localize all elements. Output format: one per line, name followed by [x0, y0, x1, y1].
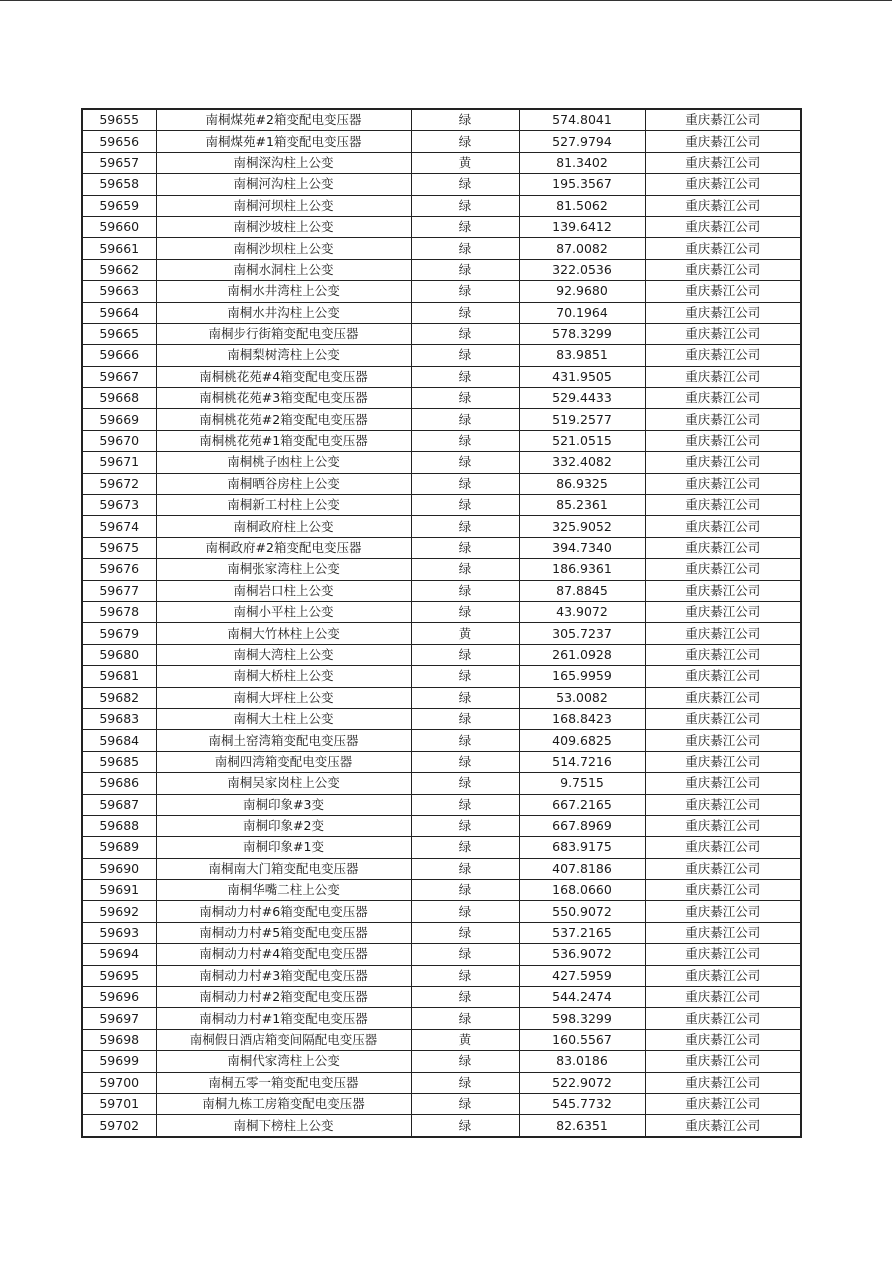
status-cell: 绿 — [411, 1072, 519, 1093]
value-cell: 394.7340 — [519, 537, 645, 558]
company-cell: 重庆綦江公司 — [645, 516, 801, 537]
value-cell: 9.7515 — [519, 773, 645, 794]
status-cell: 绿 — [411, 516, 519, 537]
company-cell: 重庆綦江公司 — [645, 131, 801, 152]
company-cell: 重庆綦江公司 — [645, 537, 801, 558]
table-row — [82, 965, 801, 986]
table-row — [82, 580, 801, 601]
table-row — [82, 1029, 801, 1050]
transformer-name-cell: 南桐印象#2变 — [156, 815, 411, 836]
row-id-cell: 59682 — [82, 687, 156, 708]
transformer-name-cell: 南桐桃花苑#2箱变配电变压器 — [156, 409, 411, 430]
table-row — [82, 601, 801, 622]
status-cell: 绿 — [411, 708, 519, 729]
table-row — [82, 623, 801, 644]
company-cell: 重庆綦江公司 — [645, 623, 801, 644]
table-row — [82, 1093, 801, 1114]
table-row — [82, 495, 801, 516]
transformer-name-cell: 南桐四湾箱变配电变压器 — [156, 751, 411, 772]
value-cell: 544.2474 — [519, 987, 645, 1008]
row-id-cell: 59669 — [82, 409, 156, 430]
value-cell: 92.9680 — [519, 281, 645, 302]
table-row — [82, 644, 801, 665]
table-row — [82, 1051, 801, 1072]
status-cell: 绿 — [411, 1093, 519, 1114]
row-id-cell: 59663 — [82, 281, 156, 302]
transformer-name-cell: 南桐五零一箱变配电变压器 — [156, 1072, 411, 1093]
status-cell: 绿 — [411, 1008, 519, 1029]
status-cell: 绿 — [411, 880, 519, 901]
transformer-name-cell: 南桐煤苑#2箱变配电变压器 — [156, 109, 411, 131]
value-cell: 53.0082 — [519, 687, 645, 708]
value-cell: 683.9175 — [519, 837, 645, 858]
row-id-cell: 59660 — [82, 216, 156, 237]
value-cell: 529.4433 — [519, 388, 645, 409]
status-cell: 绿 — [411, 1051, 519, 1072]
table-row — [82, 366, 801, 387]
status-cell: 绿 — [411, 1115, 519, 1137]
value-cell: 667.2165 — [519, 794, 645, 815]
company-cell: 重庆綦江公司 — [645, 216, 801, 237]
transformer-name-cell: 南桐晒谷房柱上公变 — [156, 473, 411, 494]
value-cell: 527.9794 — [519, 131, 645, 152]
status-cell: 绿 — [411, 409, 519, 430]
table-row — [82, 109, 801, 131]
value-cell: 305.7237 — [519, 623, 645, 644]
table-row — [82, 922, 801, 943]
transformer-name-cell: 南桐动力村#2箱变配电变压器 — [156, 987, 411, 1008]
status-cell: 绿 — [411, 109, 519, 131]
page-top-border — [0, 0, 892, 1]
status-cell: 绿 — [411, 323, 519, 344]
table-row — [82, 259, 801, 280]
company-cell: 重庆綦江公司 — [645, 1115, 801, 1137]
value-cell: 574.8041 — [519, 109, 645, 131]
value-cell: 407.8186 — [519, 858, 645, 879]
company-cell: 重庆綦江公司 — [645, 259, 801, 280]
company-cell: 重庆綦江公司 — [645, 559, 801, 580]
table-row — [82, 216, 801, 237]
company-cell: 重庆綦江公司 — [645, 430, 801, 451]
transformer-name-cell: 南桐水井沟柱上公变 — [156, 302, 411, 323]
company-cell: 重庆綦江公司 — [645, 858, 801, 879]
transformer-name-cell: 南桐印象#1变 — [156, 837, 411, 858]
transformer-name-cell: 南桐煤苑#1箱变配电变压器 — [156, 131, 411, 152]
transformer-name-cell: 南桐大桥柱上公变 — [156, 666, 411, 687]
status-cell: 绿 — [411, 388, 519, 409]
table-row — [82, 687, 801, 708]
company-cell: 重庆綦江公司 — [645, 944, 801, 965]
company-cell: 重庆綦江公司 — [645, 601, 801, 622]
row-id-cell: 59672 — [82, 473, 156, 494]
status-cell: 绿 — [411, 666, 519, 687]
transformer-name-cell: 南桐土窑湾箱变配电变压器 — [156, 730, 411, 751]
company-cell: 重庆綦江公司 — [645, 687, 801, 708]
transformer-name-cell: 南桐政府#2箱变配电变压器 — [156, 537, 411, 558]
status-cell: 绿 — [411, 195, 519, 216]
transformer-name-cell: 南桐桃花苑#4箱变配电变压器 — [156, 366, 411, 387]
row-id-cell: 59659 — [82, 195, 156, 216]
table-row — [82, 880, 801, 901]
transformer-name-cell: 南桐河沟柱上公变 — [156, 174, 411, 195]
table-row — [82, 815, 801, 836]
value-cell: 160.5567 — [519, 1029, 645, 1050]
table-row — [82, 537, 801, 558]
value-cell: 81.3402 — [519, 152, 645, 173]
company-cell: 重庆綦江公司 — [645, 152, 801, 173]
row-id-cell: 59673 — [82, 495, 156, 516]
row-id-cell: 59662 — [82, 259, 156, 280]
transformer-name-cell: 南桐大湾柱上公变 — [156, 644, 411, 665]
value-cell: 139.6412 — [519, 216, 645, 237]
transformer-name-cell: 南桐岩口柱上公变 — [156, 580, 411, 601]
row-id-cell: 59692 — [82, 901, 156, 922]
value-cell: 87.0082 — [519, 238, 645, 259]
status-cell: 绿 — [411, 644, 519, 665]
value-cell: 82.6351 — [519, 1115, 645, 1137]
company-cell: 重庆綦江公司 — [645, 1072, 801, 1093]
table-row — [82, 837, 801, 858]
company-cell: 重庆綦江公司 — [645, 901, 801, 922]
value-cell: 667.8969 — [519, 815, 645, 836]
table-row — [82, 131, 801, 152]
row-id-cell: 59696 — [82, 987, 156, 1008]
value-cell: 261.0928 — [519, 644, 645, 665]
company-cell: 重庆綦江公司 — [645, 174, 801, 195]
table-row — [82, 452, 801, 473]
status-cell: 黄 — [411, 1029, 519, 1050]
status-cell: 绿 — [411, 751, 519, 772]
company-cell: 重庆綦江公司 — [645, 666, 801, 687]
row-id-cell: 59657 — [82, 152, 156, 173]
value-cell: 87.8845 — [519, 580, 645, 601]
table-row — [82, 409, 801, 430]
table-row — [82, 559, 801, 580]
row-id-cell: 59685 — [82, 751, 156, 772]
transformer-name-cell: 南桐步行街箱变配电变压器 — [156, 323, 411, 344]
value-cell: 409.6825 — [519, 730, 645, 751]
company-cell: 重庆綦江公司 — [645, 644, 801, 665]
transformer-name-cell: 南桐水井湾柱上公变 — [156, 281, 411, 302]
row-id-cell: 59683 — [82, 708, 156, 729]
transformer-name-cell: 南桐动力村#1箱变配电变压器 — [156, 1008, 411, 1029]
transformer-name-cell: 南桐桃花苑#1箱变配电变压器 — [156, 430, 411, 451]
table-row — [82, 730, 801, 751]
table-row — [82, 858, 801, 879]
value-cell: 168.8423 — [519, 708, 645, 729]
company-cell: 重庆綦江公司 — [645, 1008, 801, 1029]
value-cell: 70.1964 — [519, 302, 645, 323]
table-row — [82, 345, 801, 366]
value-cell: 322.0536 — [519, 259, 645, 280]
table-body — [82, 109, 801, 1137]
row-id-cell: 59671 — [82, 452, 156, 473]
transformer-name-cell: 南桐深沟柱上公变 — [156, 152, 411, 173]
value-cell: 522.9072 — [519, 1072, 645, 1093]
row-id-cell: 59668 — [82, 388, 156, 409]
value-cell: 43.9072 — [519, 601, 645, 622]
row-id-cell: 59691 — [82, 880, 156, 901]
status-cell: 绿 — [411, 601, 519, 622]
table-row — [82, 195, 801, 216]
table-row — [82, 516, 801, 537]
transformer-name-cell: 南桐九栋工房箱变配电变压器 — [156, 1093, 411, 1114]
row-id-cell: 59698 — [82, 1029, 156, 1050]
transformer-name-cell: 南桐吴家岗柱上公变 — [156, 773, 411, 794]
status-cell: 绿 — [411, 837, 519, 858]
row-id-cell: 59701 — [82, 1093, 156, 1114]
table-row — [82, 152, 801, 173]
value-cell: 537.2165 — [519, 922, 645, 943]
transformer-name-cell: 南桐政府柱上公变 — [156, 516, 411, 537]
transformer-name-cell: 南桐大土柱上公变 — [156, 708, 411, 729]
status-cell: 绿 — [411, 452, 519, 473]
status-cell: 绿 — [411, 345, 519, 366]
row-id-cell: 59656 — [82, 131, 156, 152]
transformer-name-cell: 南桐大坪柱上公变 — [156, 687, 411, 708]
row-id-cell: 59676 — [82, 559, 156, 580]
value-cell: 332.4082 — [519, 452, 645, 473]
value-cell: 186.9361 — [519, 559, 645, 580]
table-row — [82, 174, 801, 195]
table-row — [82, 1008, 801, 1029]
status-cell: 绿 — [411, 259, 519, 280]
transformer-name-cell: 南桐小平柱上公变 — [156, 601, 411, 622]
row-id-cell: 59700 — [82, 1072, 156, 1093]
company-cell: 重庆綦江公司 — [645, 751, 801, 772]
status-cell: 黄 — [411, 623, 519, 644]
status-cell: 绿 — [411, 815, 519, 836]
transformer-name-cell: 南桐新工村柱上公变 — [156, 495, 411, 516]
row-id-cell: 59674 — [82, 516, 156, 537]
transformer-name-cell: 南桐下榜柱上公变 — [156, 1115, 411, 1137]
status-cell: 绿 — [411, 174, 519, 195]
transformer-name-cell: 南桐代家湾柱上公变 — [156, 1051, 411, 1072]
value-cell: 165.9959 — [519, 666, 645, 687]
company-cell: 重庆綦江公司 — [645, 880, 801, 901]
table-row — [82, 794, 801, 815]
status-cell: 绿 — [411, 430, 519, 451]
company-cell: 重庆綦江公司 — [645, 708, 801, 729]
company-cell: 重庆綦江公司 — [645, 1029, 801, 1050]
row-id-cell: 59661 — [82, 238, 156, 259]
status-cell: 绿 — [411, 495, 519, 516]
transformer-name-cell: 南桐水洞柱上公变 — [156, 259, 411, 280]
company-cell: 重庆綦江公司 — [645, 495, 801, 516]
status-cell: 绿 — [411, 965, 519, 986]
value-cell: 550.9072 — [519, 901, 645, 922]
table-row — [82, 666, 801, 687]
value-cell: 519.2577 — [519, 409, 645, 430]
row-id-cell: 59681 — [82, 666, 156, 687]
table-row — [82, 987, 801, 1008]
status-cell: 绿 — [411, 794, 519, 815]
company-cell: 重庆綦江公司 — [645, 1051, 801, 1072]
company-cell: 重庆綦江公司 — [645, 323, 801, 344]
table-row — [82, 238, 801, 259]
row-id-cell: 59665 — [82, 323, 156, 344]
company-cell: 重庆綦江公司 — [645, 730, 801, 751]
table-row — [82, 281, 801, 302]
company-cell: 重庆綦江公司 — [645, 109, 801, 131]
company-cell: 重庆綦江公司 — [645, 345, 801, 366]
status-cell: 绿 — [411, 944, 519, 965]
transformer-name-cell: 南桐南大门箱变配电变压器 — [156, 858, 411, 879]
row-id-cell: 59695 — [82, 965, 156, 986]
row-id-cell: 59702 — [82, 1115, 156, 1137]
company-cell: 重庆綦江公司 — [645, 794, 801, 815]
company-cell: 重庆綦江公司 — [645, 195, 801, 216]
table-row — [82, 708, 801, 729]
company-cell: 重庆綦江公司 — [645, 302, 801, 323]
status-cell: 绿 — [411, 687, 519, 708]
transformer-name-cell: 南桐大竹林柱上公变 — [156, 623, 411, 644]
value-cell: 521.0515 — [519, 430, 645, 451]
company-cell: 重庆綦江公司 — [645, 238, 801, 259]
status-cell: 绿 — [411, 922, 519, 943]
transformer-name-cell: 南桐假日酒店箱变间隔配电变压器 — [156, 1029, 411, 1050]
status-cell: 绿 — [411, 302, 519, 323]
company-cell: 重庆綦江公司 — [645, 773, 801, 794]
row-id-cell: 59684 — [82, 730, 156, 751]
transformer-table — [81, 108, 802, 1138]
table-row — [82, 430, 801, 451]
row-id-cell: 59699 — [82, 1051, 156, 1072]
company-cell: 重庆綦江公司 — [645, 815, 801, 836]
table-row — [82, 751, 801, 772]
row-id-cell: 59675 — [82, 537, 156, 558]
table-row — [82, 773, 801, 794]
transformer-name-cell: 南桐梨树湾柱上公变 — [156, 345, 411, 366]
value-cell: 514.7216 — [519, 751, 645, 772]
row-id-cell: 59655 — [82, 109, 156, 131]
company-cell: 重庆綦江公司 — [645, 388, 801, 409]
table-row — [82, 302, 801, 323]
value-cell: 195.3567 — [519, 174, 645, 195]
transformer-name-cell: 南桐张家湾柱上公变 — [156, 559, 411, 580]
transformer-name-cell: 南桐桃花苑#3箱变配电变压器 — [156, 388, 411, 409]
company-cell: 重庆綦江公司 — [645, 837, 801, 858]
status-cell: 绿 — [411, 473, 519, 494]
company-cell: 重庆綦江公司 — [645, 409, 801, 430]
value-cell: 598.3299 — [519, 1008, 645, 1029]
row-id-cell: 59666 — [82, 345, 156, 366]
status-cell: 绿 — [411, 987, 519, 1008]
table-row — [82, 473, 801, 494]
company-cell: 重庆綦江公司 — [645, 922, 801, 943]
table-row — [82, 901, 801, 922]
status-cell: 绿 — [411, 281, 519, 302]
company-cell: 重庆綦江公司 — [645, 473, 801, 494]
status-cell: 绿 — [411, 366, 519, 387]
value-cell: 83.0186 — [519, 1051, 645, 1072]
table-row — [82, 1115, 801, 1137]
status-cell: 黄 — [411, 152, 519, 173]
company-cell: 重庆綦江公司 — [645, 281, 801, 302]
company-cell: 重庆綦江公司 — [645, 366, 801, 387]
status-cell: 绿 — [411, 858, 519, 879]
row-id-cell: 59658 — [82, 174, 156, 195]
row-id-cell: 59680 — [82, 644, 156, 665]
row-id-cell: 59670 — [82, 430, 156, 451]
transformer-name-cell: 南桐沙坝柱上公变 — [156, 238, 411, 259]
row-id-cell: 59678 — [82, 601, 156, 622]
row-id-cell: 59677 — [82, 580, 156, 601]
row-id-cell: 59689 — [82, 837, 156, 858]
transformer-name-cell: 南桐动力村#4箱变配电变压器 — [156, 944, 411, 965]
transformer-name-cell: 南桐动力村#6箱变配电变压器 — [156, 901, 411, 922]
row-id-cell: 59687 — [82, 794, 156, 815]
row-id-cell: 59686 — [82, 773, 156, 794]
company-cell: 重庆綦江公司 — [645, 580, 801, 601]
value-cell: 83.9851 — [519, 345, 645, 366]
transformer-name-cell: 南桐动力村#3箱变配电变压器 — [156, 965, 411, 986]
value-cell: 578.3299 — [519, 323, 645, 344]
company-cell: 重庆綦江公司 — [645, 965, 801, 986]
status-cell: 绿 — [411, 901, 519, 922]
transformer-name-cell: 南桐动力村#5箱变配电变压器 — [156, 922, 411, 943]
table-row — [82, 1072, 801, 1093]
company-cell: 重庆綦江公司 — [645, 1093, 801, 1114]
value-cell: 545.7732 — [519, 1093, 645, 1114]
row-id-cell: 59679 — [82, 623, 156, 644]
value-cell: 536.9072 — [519, 944, 645, 965]
row-id-cell: 59697 — [82, 1008, 156, 1029]
table-row — [82, 323, 801, 344]
transformer-name-cell: 南桐沙坡柱上公变 — [156, 216, 411, 237]
value-cell: 81.5062 — [519, 195, 645, 216]
status-cell: 绿 — [411, 730, 519, 751]
status-cell: 绿 — [411, 216, 519, 237]
transformer-name-cell: 南桐华嘴二柱上公变 — [156, 880, 411, 901]
row-id-cell: 59688 — [82, 815, 156, 836]
value-cell: 431.9505 — [519, 366, 645, 387]
company-cell: 重庆綦江公司 — [645, 987, 801, 1008]
row-id-cell: 59664 — [82, 302, 156, 323]
status-cell: 绿 — [411, 537, 519, 558]
value-cell: 325.9052 — [519, 516, 645, 537]
value-cell: 85.2361 — [519, 495, 645, 516]
value-cell: 86.9325 — [519, 473, 645, 494]
transformer-name-cell: 南桐桃子凼柱上公变 — [156, 452, 411, 473]
value-cell: 427.5959 — [519, 965, 645, 986]
row-id-cell: 59693 — [82, 922, 156, 943]
table-row — [82, 388, 801, 409]
row-id-cell: 59694 — [82, 944, 156, 965]
table-row — [82, 944, 801, 965]
status-cell: 绿 — [411, 559, 519, 580]
row-id-cell: 59667 — [82, 366, 156, 387]
status-cell: 绿 — [411, 580, 519, 601]
status-cell: 绿 — [411, 773, 519, 794]
company-cell: 重庆綦江公司 — [645, 452, 801, 473]
row-id-cell: 59690 — [82, 858, 156, 879]
transformer-name-cell: 南桐印象#3变 — [156, 794, 411, 815]
transformer-name-cell: 南桐河坝柱上公变 — [156, 195, 411, 216]
value-cell: 168.0660 — [519, 880, 645, 901]
status-cell: 绿 — [411, 238, 519, 259]
status-cell: 绿 — [411, 131, 519, 152]
